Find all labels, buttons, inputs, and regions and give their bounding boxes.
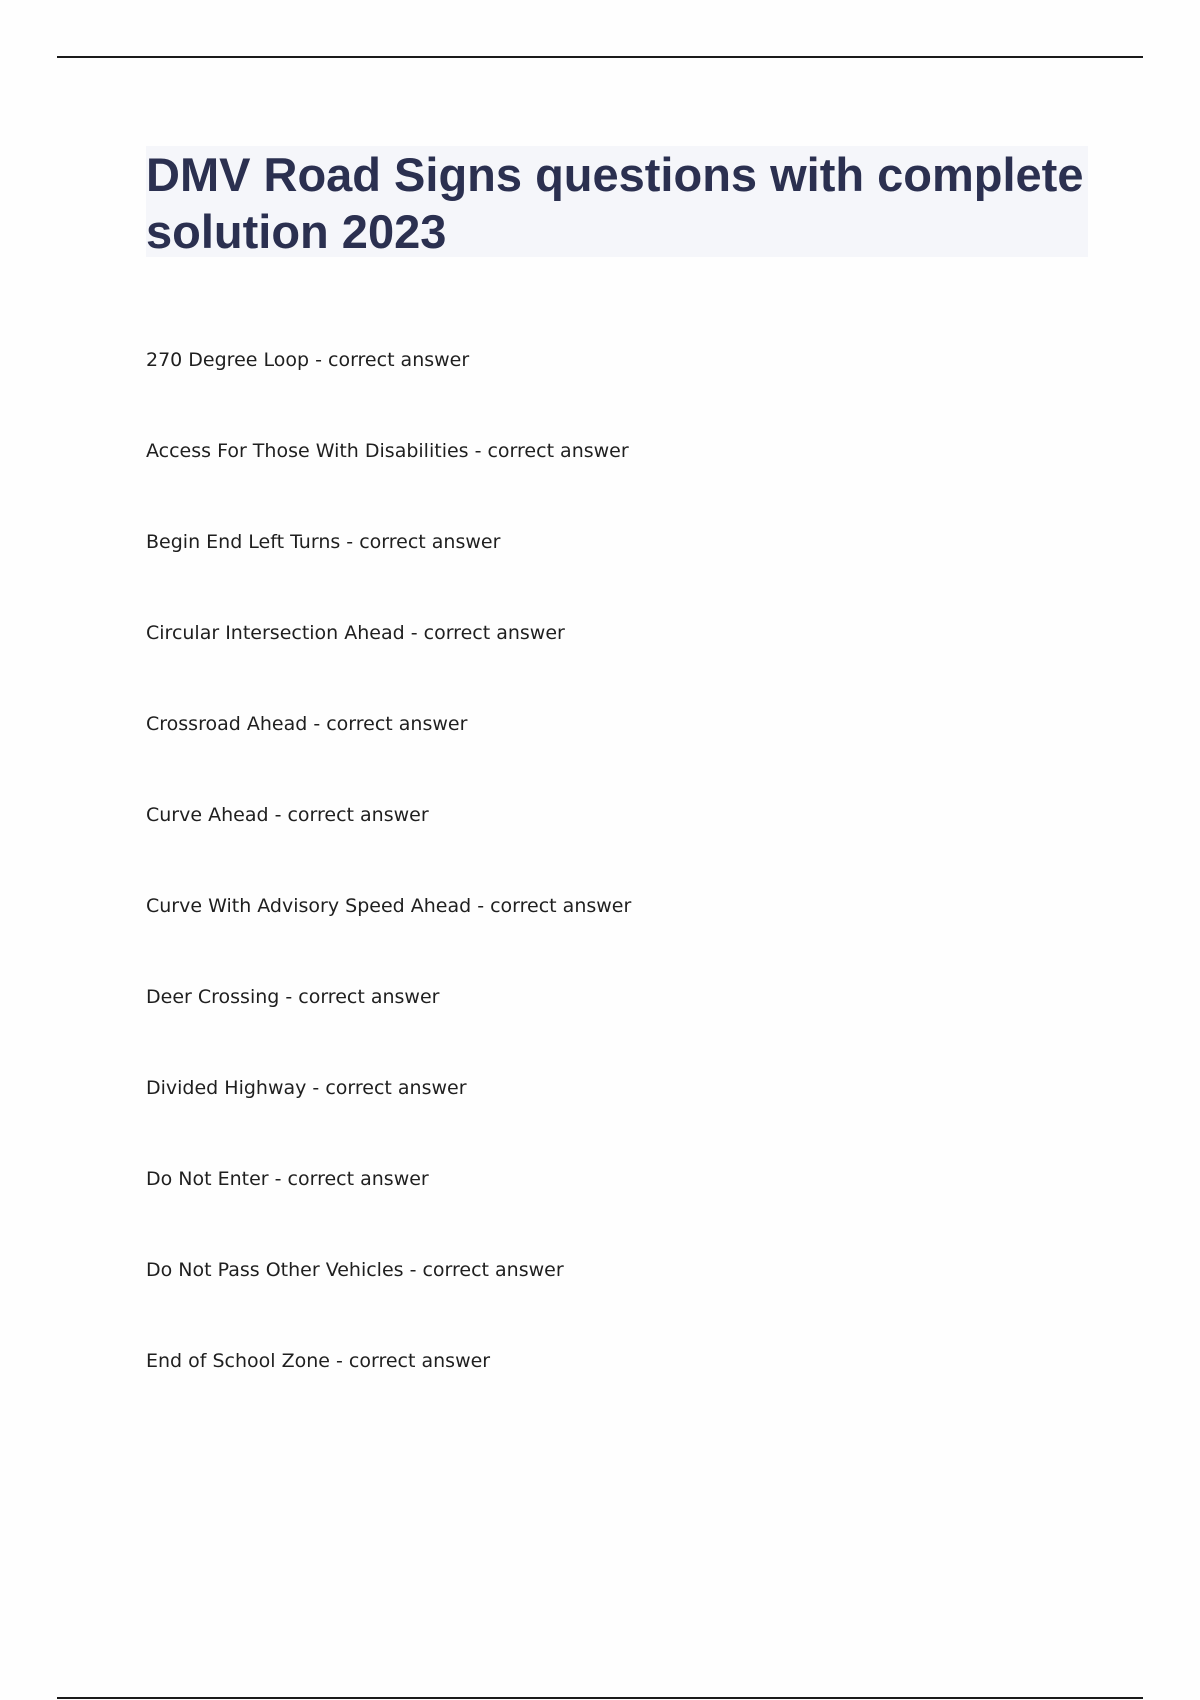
- list-item: 270 Degree Loop - correct answer: [146, 349, 470, 371]
- list-item: Divided Highway - correct answer: [146, 1077, 467, 1099]
- list-item: Curve Ahead - correct answer: [146, 804, 429, 826]
- list-item: Do Not Pass Other Vehicles - correct answer: [146, 1259, 564, 1281]
- page-title: DMV Road Signs questions with complete solution 2023: [146, 148, 1084, 258]
- title-block: [146, 146, 1088, 257]
- list-item: Deer Crossing - correct answer: [146, 986, 440, 1008]
- list-item: Do Not Enter - correct answer: [146, 1168, 429, 1190]
- list-item: End of School Zone - correct answer: [146, 1350, 491, 1372]
- list-item: Circular Intersection Ahead - correct answer: [146, 622, 565, 644]
- list-item: Begin End Left Turns - correct answer: [146, 531, 501, 553]
- top-rule: [57, 56, 1143, 58]
- list-item: Crossroad Ahead - correct answer: [146, 713, 468, 735]
- list-item: Access For Those With Disabilities - correct answer: [146, 440, 629, 462]
- list-item: Curve With Advisory Speed Ahead - correct answer: [146, 895, 632, 917]
- bottom-rule: [57, 1697, 1143, 1699]
- question-list: [146, 345, 1046, 1437]
